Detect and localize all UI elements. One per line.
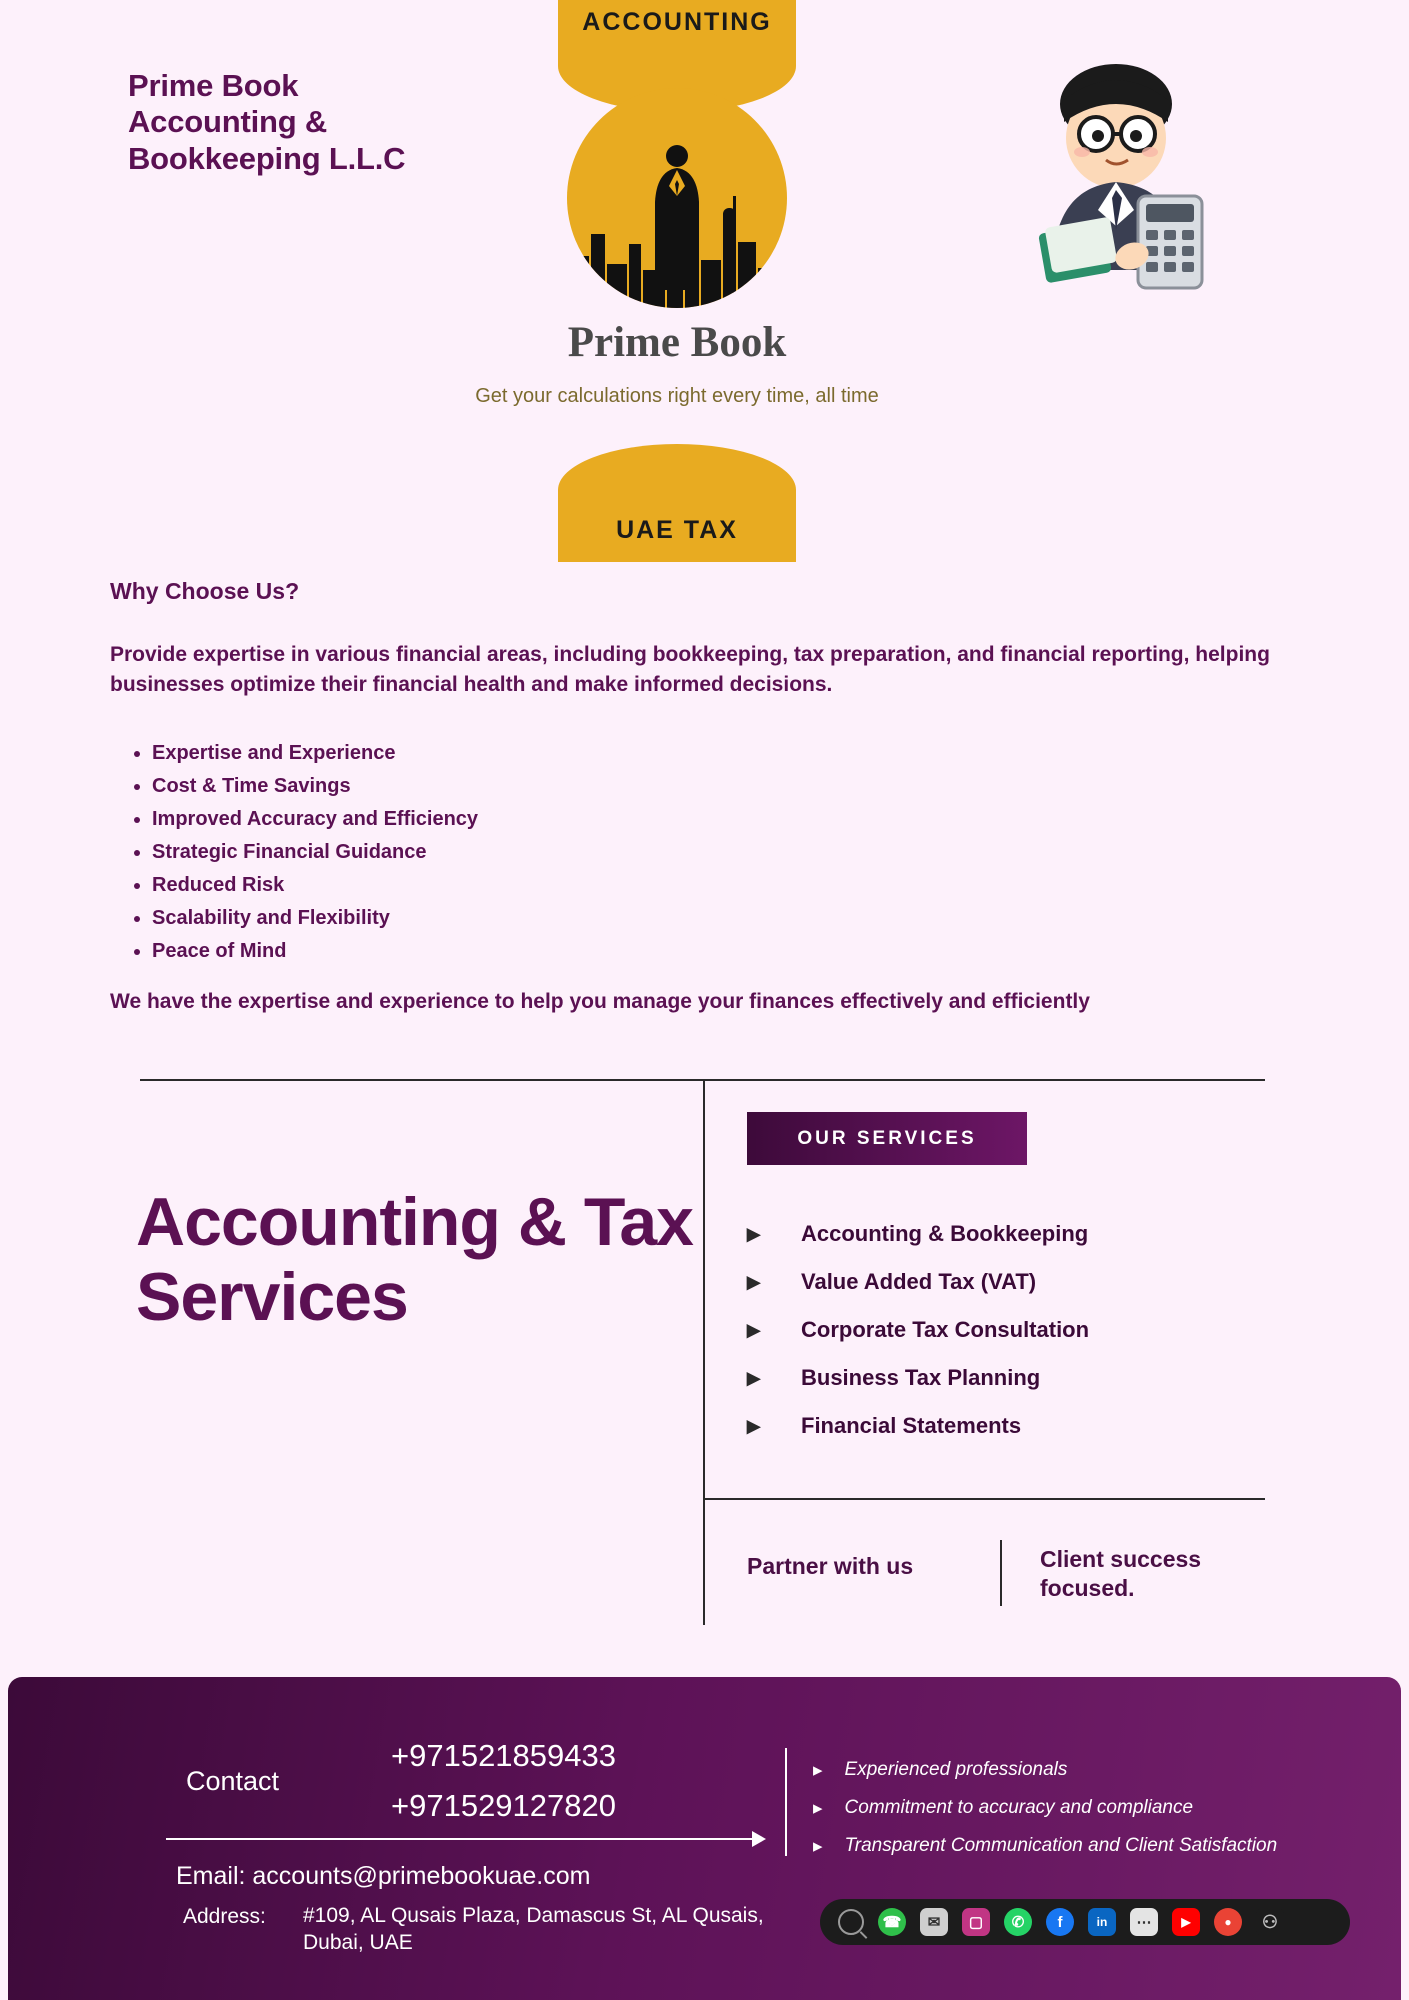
footer-bullet-item	[813, 1827, 1373, 1865]
service-item	[747, 1354, 1267, 1402]
list-item: • Peace of Mind	[152, 936, 478, 967]
client-success-text: Client success focused.	[1040, 1546, 1202, 1601]
arrow-right-icon	[752, 1831, 766, 1847]
address-text: #109, AL Qusais Plaza, Damascus St, AL Qusais, Dubai, UAE	[303, 1904, 764, 1955]
list-item: • Scalability and Flexibility	[152, 903, 478, 934]
list-item: • Strategic Financial Guidance	[152, 837, 478, 868]
company-name: Prime Book Accounting & Bookkeeping L.L.C	[128, 68, 406, 176]
logo-top-band: ACCOUNTING	[558, 0, 796, 112]
service-label: Business Tax Planning	[801, 1365, 1041, 1390]
logo-bottom-band: UAE TAX	[558, 444, 796, 562]
footer-bullet-label: Experienced professionals	[844, 1759, 1068, 1780]
footer-bullet-label: Transparent Communication and Client Satisfaction	[844, 1835, 1278, 1856]
message-icon[interactable]: ⋯	[1130, 1908, 1158, 1936]
logo-circle-graphic	[567, 88, 787, 308]
facebook-icon[interactable]: f	[1046, 1908, 1074, 1936]
divider-middle	[703, 1498, 1265, 1500]
divider-partner	[1000, 1540, 1002, 1606]
service-label: Value Added Tax (VAT)	[801, 1269, 1037, 1294]
company-logo	[475, 0, 879, 562]
triangle-right-icon: ▸	[747, 1266, 761, 1296]
service-label: Corporate Tax Consultation	[801, 1317, 1090, 1342]
logo-title: Prime Book	[567, 319, 787, 366]
partner-with-us-text: Partner with us	[747, 1553, 914, 1579]
email-icon[interactable]: ✉	[920, 1908, 948, 1936]
why-choose-us-title: Why Choose Us?	[110, 578, 300, 604]
footer-contact-bar	[8, 1677, 1401, 2000]
email-address[interactable]: Email: accounts@primebookuae.com	[176, 1862, 591, 1890]
triangle-right-icon: ▸	[747, 1362, 761, 1392]
list-item: • Expertise and Experience	[152, 738, 478, 769]
footer-bullet-label: Commitment to accuracy and compliance	[844, 1797, 1194, 1818]
social-icon-bar[interactable]	[820, 1899, 1350, 1945]
divider-vertical	[703, 1079, 705, 1625]
phone-number-primary[interactable]: +971521859433	[391, 1738, 616, 1773]
footer-bullet-list	[813, 1751, 1373, 1865]
why-choose-us-body: Provide expertise in various financial areas, including bookkeeping, tax preparation, and financial reporting, helping businesses optimize their financial health and make informed decisions.	[110, 643, 1270, 697]
accountant-mascot-illustration	[1020, 60, 1240, 295]
logo-tagline: Get your calculations right every time, all time	[475, 385, 879, 407]
services-list	[747, 1210, 1267, 1450]
triangle-right-icon: ▸	[813, 1759, 823, 1781]
footer-divider	[785, 1748, 787, 1856]
location-icon[interactable]: ●	[1214, 1908, 1242, 1936]
footer-arrow-line	[166, 1838, 758, 1840]
footer-bullet-item	[813, 1751, 1373, 1789]
contact-label: Contact	[186, 1766, 280, 1796]
list-item: • Improved Accuracy and Efficiency	[152, 804, 478, 835]
search-icon[interactable]	[838, 1909, 864, 1935]
businessman-silhouette-icon	[646, 140, 708, 290]
list-item: • Reduced Risk	[152, 870, 478, 901]
footer-bullet-item	[813, 1789, 1373, 1827]
service-item	[747, 1402, 1267, 1450]
instagram-icon[interactable]: ▢	[962, 1908, 990, 1936]
phone-icon[interactable]: ☎	[878, 1908, 906, 1936]
our-services-badge: OUR SERVICES	[747, 1112, 1027, 1165]
triangle-right-icon: ▸	[813, 1797, 823, 1819]
triangle-right-icon: ▸	[747, 1314, 761, 1344]
service-label: Financial Statements	[801, 1413, 1022, 1438]
triangle-right-icon: ▸	[747, 1218, 761, 1248]
why-choose-us-list	[152, 738, 478, 969]
list-item: • Cost & Time Savings	[152, 771, 478, 802]
service-item	[747, 1258, 1267, 1306]
microphone-icon[interactable]: ⚇	[1256, 1908, 1284, 1936]
why-choose-us-footer: We have the expertise and experience to help you manage your finances effectively and efficiently	[110, 990, 1090, 1013]
youtube-icon[interactable]: ▶	[1172, 1908, 1200, 1936]
phone-number-secondary[interactable]: +971529127820	[391, 1788, 616, 1823]
address-label: Address:	[183, 1905, 266, 1928]
linkedin-icon[interactable]: in	[1088, 1908, 1116, 1936]
service-label: Accounting & Bookkeeping	[801, 1221, 1089, 1246]
services-heading: Accounting & Tax Services	[136, 1184, 693, 1335]
triangle-right-icon: ▸	[747, 1410, 761, 1440]
whatsapp-icon[interactable]: ✆	[1004, 1908, 1032, 1936]
service-item	[747, 1210, 1267, 1258]
service-item	[747, 1306, 1267, 1354]
triangle-right-icon: ▸	[813, 1835, 823, 1857]
